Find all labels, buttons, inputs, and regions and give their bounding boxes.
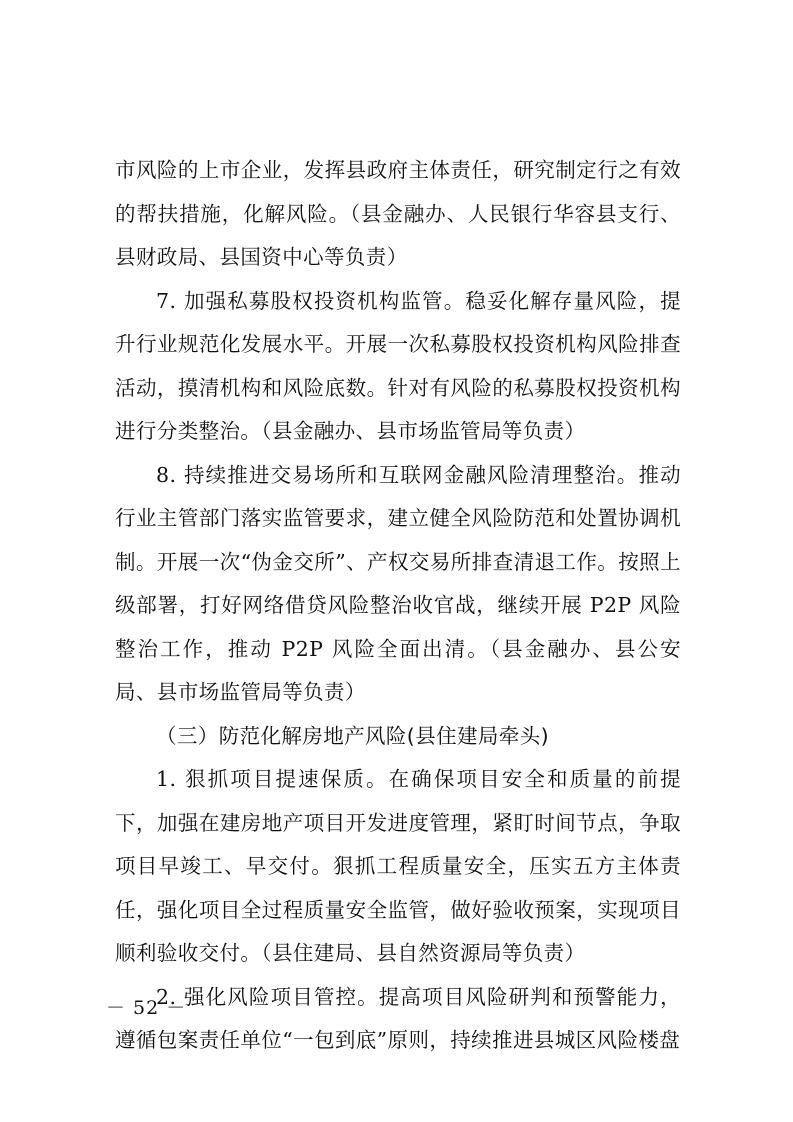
paragraph-item-2: 2. 强化风险项目管控。提高项目风险研判和预警能力，遵循包案责任单位“一包到底”原则，持续推进县城区风险楼盘	[115, 984, 681, 1052]
paragraph-continuation: 市风险的上市企业，发挥县政府主体责任，研究制定行之有效的帮扶措施，化解风险。（县金融办、人民银行华容县支行、县财政局、县国资中心等负责）	[115, 158, 681, 269]
section-heading-3: （三）防范化解房地产风险(县住建局牵头)	[156, 723, 549, 748]
page-number: － 52 －	[106, 997, 187, 1019]
paragraph-item-1: 1. 狠抓项目提速保质。在确保项目安全和质量的前提下，加强在建房地产项目开发进度管理，紧盯时间节点，争取项目早竣工、早交付。狠抓工程质量安全，压实五方主体责任，强化项目全过程质量安全监管，做好验收预案，实现项目顺利验收交付。（县住建局、县自然资源局等负责）	[115, 767, 681, 965]
paragraph-item-7: 7. 加强私募股权投资机构监管。稳妥化解存量风险，提升行业规范化发展水平。开展一次私募股权投资机构风险排查活动，摸清机构和风险底数。针对有风险的私募股权投资机构进行分类整治。（县金融办、县市场监管局等负责）	[115, 288, 681, 443]
body-text	[115, 149, 681, 1063]
paragraph-item-8: 8. 持续推进交易场所和互联网金融风险清理整治。推动行业主管部门落实监管要求，建立健全风险防范和处置协调机制。开展一次“伪金交所”、产权交易所排查清退工作。按照上级部署，打好网络借贷风险整治收官战，继续开展 P2P 风险整治工作，推动 P2P 风险全面出清。（县金融办、县公安局、县市场监管局等负责）	[115, 462, 681, 704]
